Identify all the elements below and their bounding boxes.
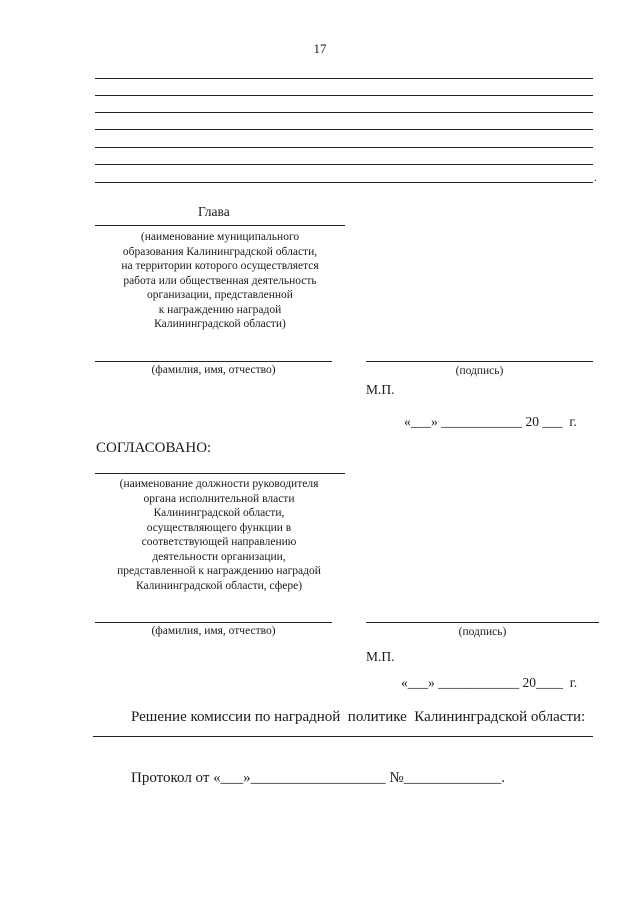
glava-sign-line <box>366 361 593 362</box>
glava-caption-line: работа или общественная деятельность <box>123 274 317 287</box>
glava-caption-line: Калининградской области) <box>154 318 286 330</box>
agreed-sign-label: (подпись) <box>458 626 507 638</box>
blank-line <box>95 78 593 79</box>
agreed-caption-line: деятельности организации, <box>152 550 286 563</box>
agreed-caption-line: (наименование должности руководителя <box>119 478 319 490</box>
blank-end-mark: . <box>594 170 597 184</box>
blank-line <box>95 164 593 165</box>
glava-fio-line <box>95 361 332 362</box>
agreed-caption-line: Калининградской области, сфере) <box>135 579 303 592</box>
agreed-sign-line <box>366 622 599 623</box>
agreed-caption-line: осуществляющего функции в <box>146 521 292 534</box>
glava-sign-label: (подпись) <box>455 365 504 377</box>
glava-caption <box>90 230 350 332</box>
agreed-stamp-place: М.П. <box>366 649 395 664</box>
glava-fio-label: (фамилия, имя, отчество) <box>151 364 276 376</box>
agreed-caption-line: органа исполнительной власти <box>143 492 295 505</box>
glava-caption-line: организации, представленной <box>147 289 293 301</box>
agreed-fio-line <box>95 622 332 623</box>
glava-stamp-place: М.П. <box>366 382 395 397</box>
agreed-date: «___» ____________ 20____ г. <box>401 675 578 690</box>
glava-caption-line: на территории которого осуществляется <box>121 260 319 272</box>
glava-name-line <box>95 225 345 226</box>
glava-date: «___» ____________ 20 ___ г. <box>404 414 577 429</box>
protocol-line: Протокол от «___»__________________ №_____________. <box>131 770 505 786</box>
glava-caption-line: образования Калининградской области, <box>122 245 318 258</box>
agreed-caption-line: соответствующей направлению <box>141 536 297 548</box>
blank-line <box>95 95 593 96</box>
glava-caption-line: (наименование муниципального <box>140 231 300 243</box>
agreed-title: СОГЛАСОВАНО: <box>96 440 212 456</box>
agreed-position-line <box>95 473 345 474</box>
agreed-caption-line: Калининградской области, <box>153 507 285 519</box>
agreed-caption-line: представленной к награждению наградой <box>117 565 321 577</box>
blank-line <box>95 129 593 130</box>
blank-line <box>95 147 593 148</box>
blank-line <box>95 112 593 113</box>
glava-caption-line: к награждению наградой <box>158 303 282 316</box>
blank-line <box>95 182 593 183</box>
glava-title: Глава <box>198 204 230 219</box>
agreed-caption <box>88 477 350 593</box>
page-number: 17 <box>313 41 327 56</box>
commission-decision-label: Решение комиссии по наградной политике Калининградской области: <box>131 709 586 725</box>
decision-line <box>93 736 593 737</box>
agreed-fio-label: (фамилия, имя, отчество) <box>151 625 276 637</box>
